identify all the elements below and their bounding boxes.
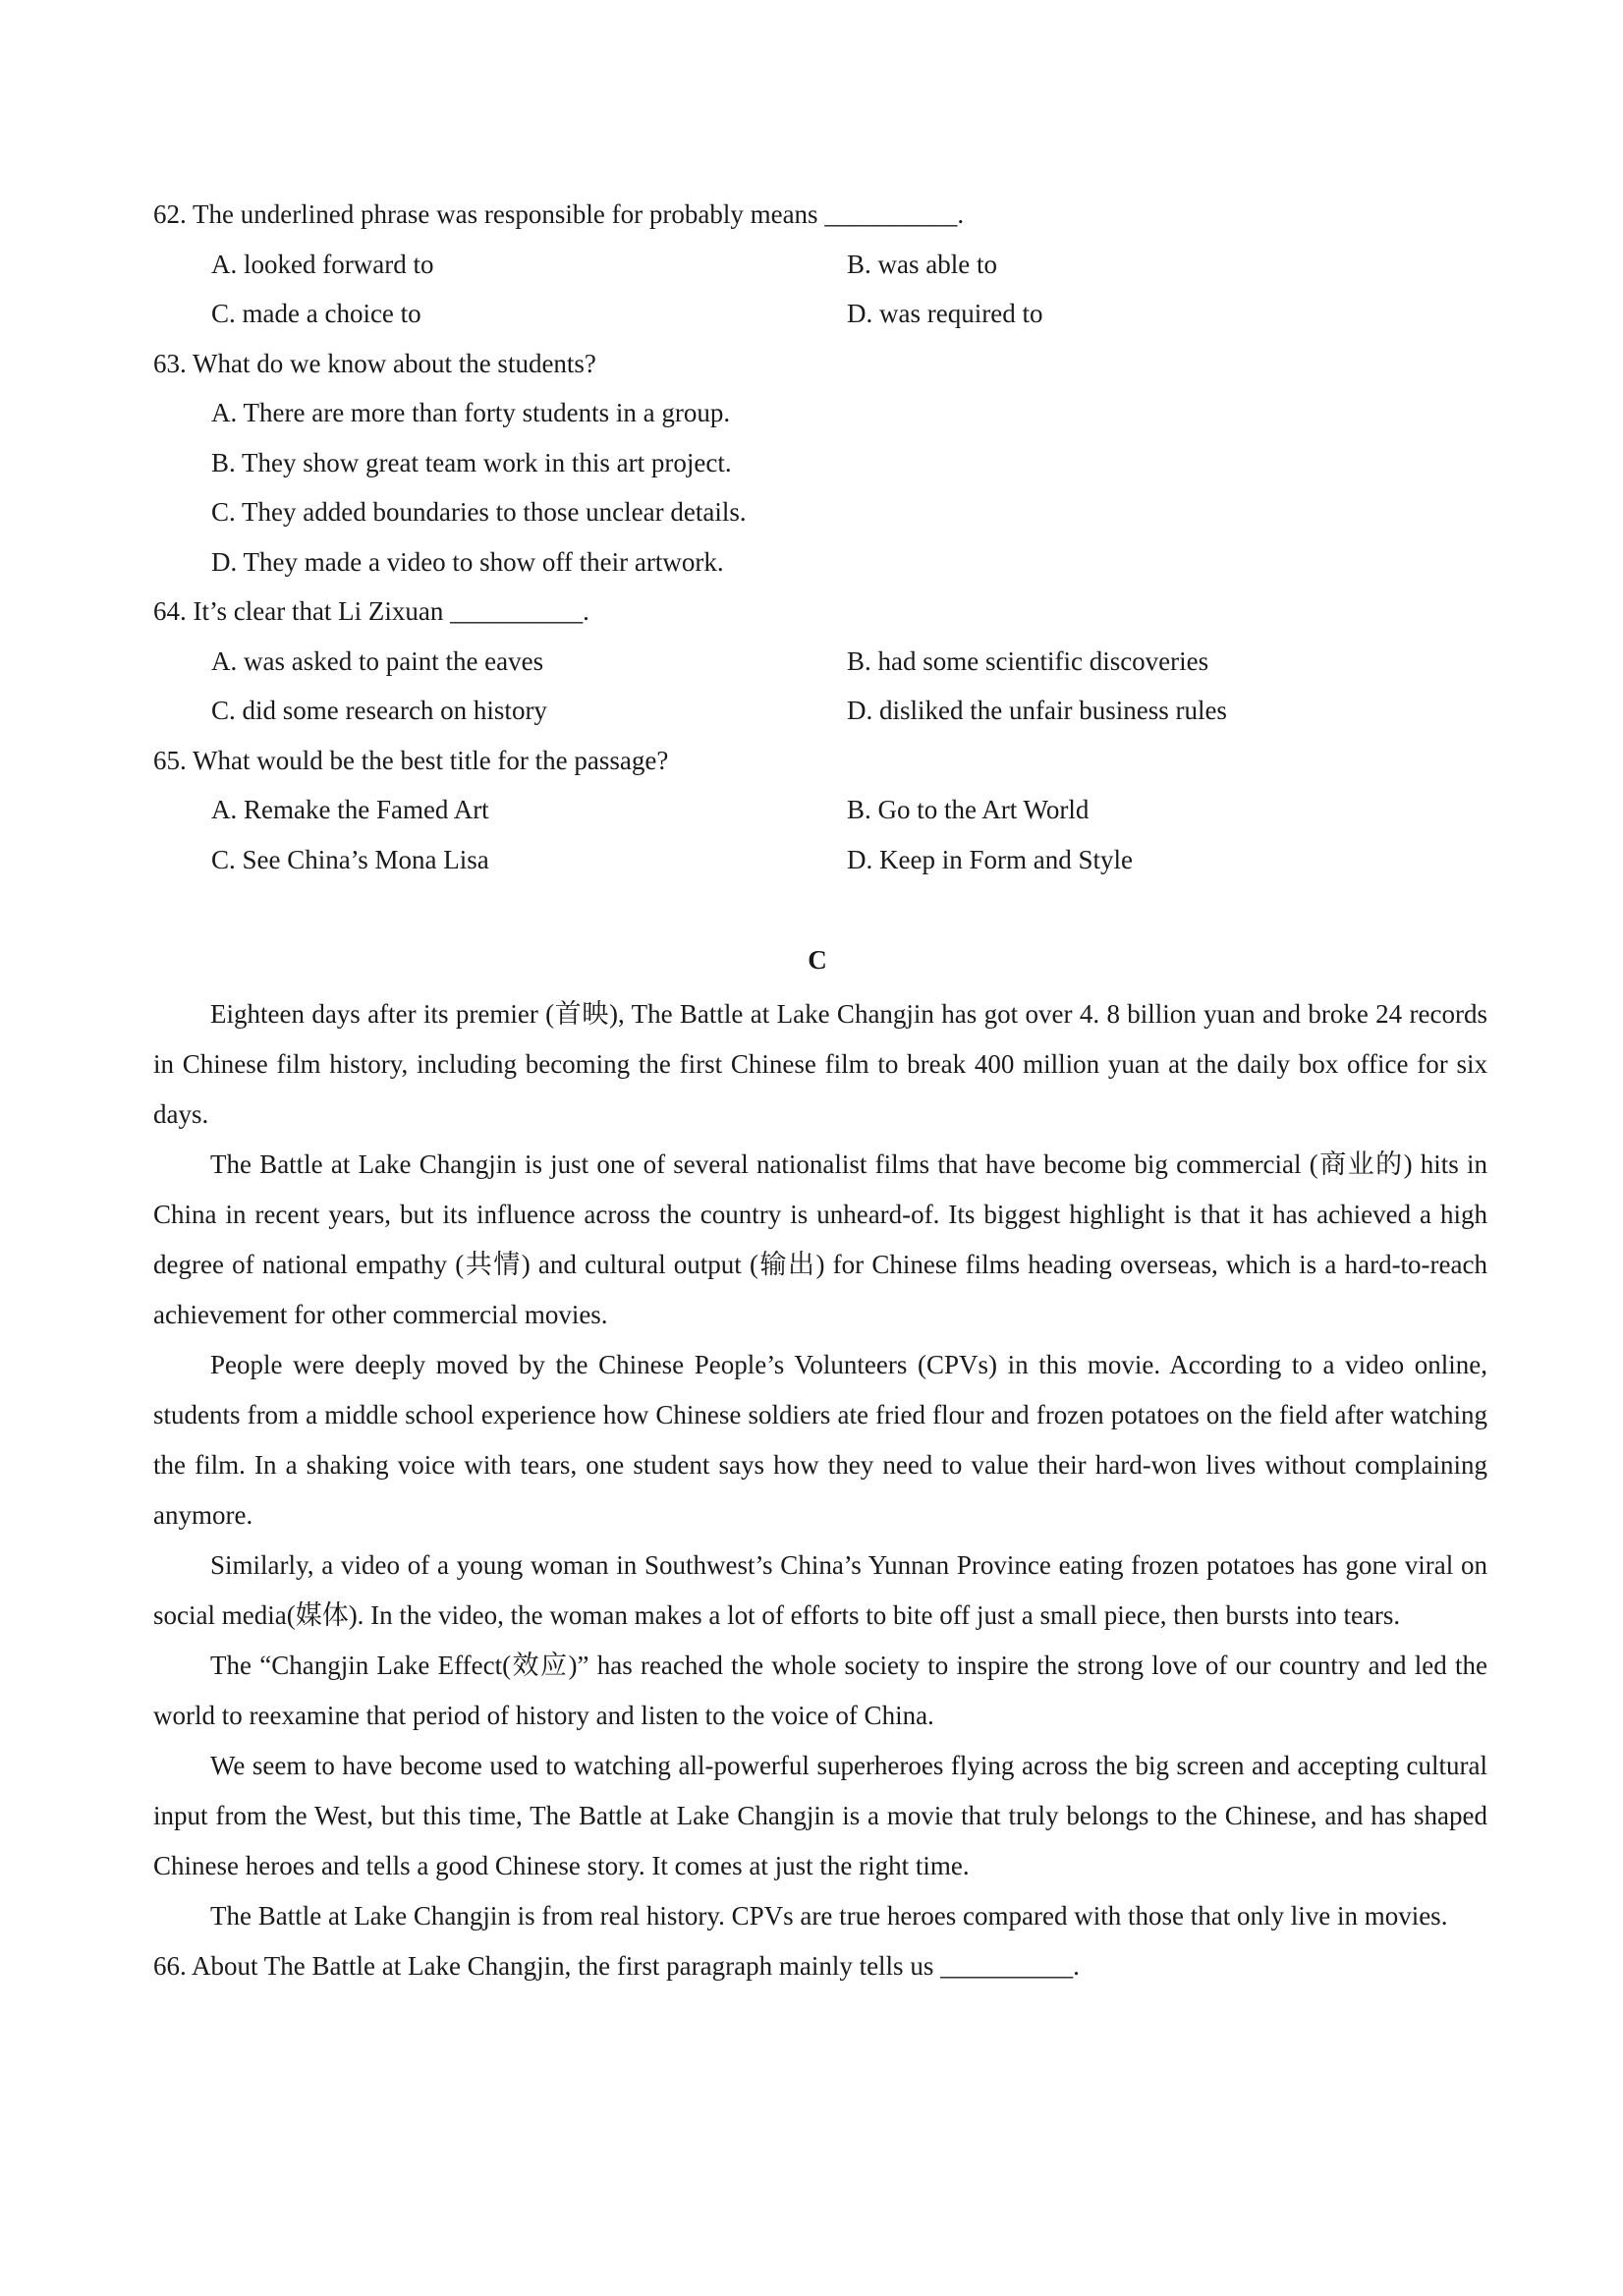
question-64-option-c: C. did some research on history <box>211 696 547 725</box>
question-63-option-d: D. They made a video to show off their artwork. <box>211 547 724 577</box>
section-c-passage <box>153 989 1487 1991</box>
question-63-option-a: A. There are more than forty students in a group. <box>211 398 731 427</box>
passage-paragraph-3: People were deeply moved by the Chinese People’s Volunteers (CPVs) in this movie. According to a video online, students from a middle school experience how Chinese soldiers ate fried flour and frozen potatoes on the field after watching the film. In a shaking voice with tears, one student says how they need to value their hard-won lives without complaining anymore. <box>153 1350 1487 1530</box>
question-62-option-d: D. was required to <box>847 299 1043 328</box>
question-62-stem: 62. The underlined phrase was responsible for probably means __________. <box>153 199 965 229</box>
question-65-option-c: C. See China’s Mona Lisa <box>211 845 489 874</box>
question-64-stem: 64. It’s clear that Li Zixuan __________. <box>153 596 589 626</box>
question-63-stem: 63. What do we know about the students? <box>153 349 596 378</box>
question-66-stem: 66. About The Battle at Lake Changjin, the first paragraph mainly tells us __________. <box>153 1951 1080 1981</box>
passage-paragraph-5: The “Changjin Lake Effect(效应)” has reached the whole society to inspire the strong love of our country and led the world to reexamine that period of history and listen to the voice of China. <box>153 1651 1487 1730</box>
question-62-option-a: A. looked forward to <box>211 250 434 279</box>
question-62-option-c: C. made a choice to <box>211 299 421 328</box>
question-65-option-b: B. Go to the Art World <box>847 795 1090 824</box>
question-65-option-a: A. Remake the Famed Art <box>211 795 489 824</box>
question-64-option-b: B. had some scientific discoveries <box>847 646 1209 676</box>
question-63-option-c: C. They added boundaries to those unclear details. <box>211 497 747 527</box>
section-c-heading: C <box>808 945 827 975</box>
passage-paragraph-1: Eighteen days after its premier (首映), The Battle at Lake Changjin has got over 4. 8 billion yuan and broke 24 records in Chinese film history, including becoming the first Chinese film to break 400 million yuan at the daily box office for six days. <box>153 999 1487 1129</box>
question-65-stem: 65. What would be the best title for the passage? <box>153 746 669 775</box>
question-64-option-a: A. was asked to paint the eaves <box>211 646 544 676</box>
passage-paragraph-7: The Battle at Lake Changjin is from real history. CPVs are true heroes compared with those that only live in movies. <box>210 1901 1448 1931</box>
passage-paragraph-6: We seem to have become used to watching all-powerful superheroes flying across the big screen and accepting cultural input from the West, but this time, The Battle at Lake Changjin is a movie that truly belongs to the Chinese, and has shaped Chinese heroes and tells a good Chinese story. It comes at just the right time. <box>153 1751 1487 1880</box>
question-65-option-d: D. Keep in Form and Style <box>847 845 1133 874</box>
passage-paragraph-2: The Battle at Lake Changjin is just one of several nationalist films that have become big commercial (商业的) hits in China in recent years, but its influence across the country is unheard-of. Its biggest highlight is that it has achieved a high degree of national empathy (共情) and cultural output (输出) for Chinese films heading overseas, which is a hard-to-reach achievement for other commercial movies. <box>153 1149 1487 1329</box>
question-62-option-b: B. was able to <box>847 250 997 279</box>
question-64-option-d: D. disliked the unfair business rules <box>847 696 1227 725</box>
question-63-option-b: B. They show great team work in this art project. <box>211 448 732 477</box>
passage-paragraph-4: Similarly, a video of a young woman in Southwest’s China’s Yunnan Province eating frozen potatoes has gone viral on social media(媒体). In the video, the woman makes a lot of efforts to bite off just a small piece, then bursts into tears. <box>153 1550 1487 1630</box>
